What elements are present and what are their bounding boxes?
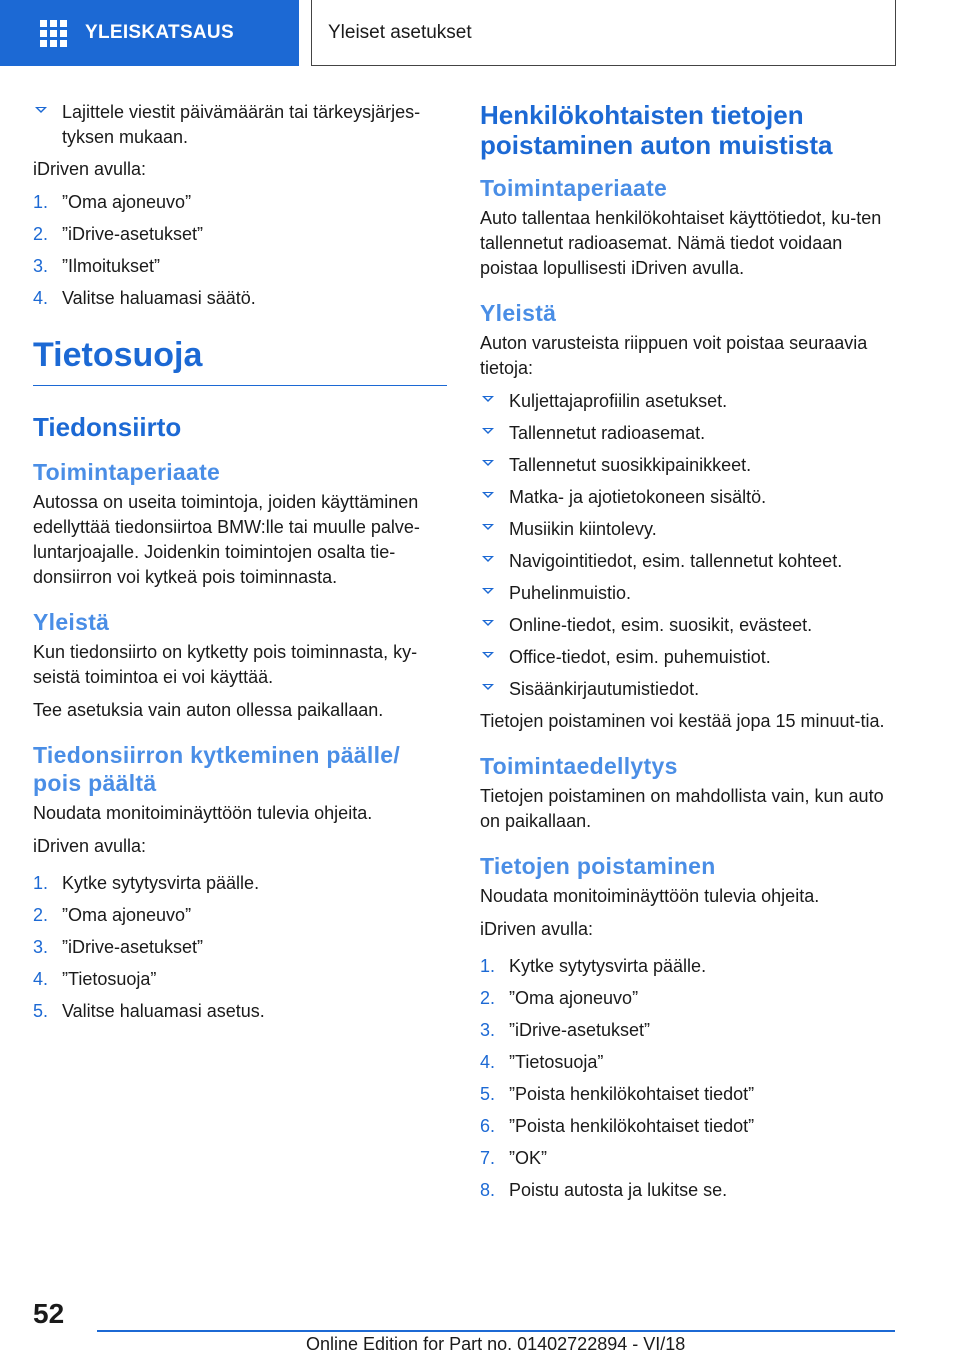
paragraph: Auton varusteista riippuen voit poistaa seuraavia tietoja: [480,333,868,378]
paragraph: Tee asetuksia vain auton ollessa paikallaan. [33,700,384,720]
step-item [33,222,447,247]
heading: Toimintaperiaate [33,459,221,485]
step-item [33,871,447,896]
page-number: 52 [33,1298,65,1329]
triangle-bullet-icon [482,396,494,402]
step-number: 7. [480,1148,496,1168]
list-item [480,645,900,670]
step-text: ”Tietosuoja” [62,969,157,989]
step-item [480,1018,900,1043]
left-column [33,100,447,1031]
triangle-bullet-icon [482,556,494,562]
paragraph: iDriven avulla: [33,159,147,179]
step-item [480,1082,900,1107]
step-list [480,954,900,1203]
subsection-title: Henkilökohtaisten tietojen poistaminen auton muistista [480,100,833,160]
page-header [0,0,960,66]
paragraph: Kun tiedonsiirto on kytketty pois toiminnasta, ky-seistä toimintoa ei voi käyttää. [33,642,418,687]
step-number: 3. [33,256,49,276]
paragraph: Noudata monitoiminäyttöön tulevia ohjeita. [480,886,820,906]
heading: Toimintaedellytys [480,753,678,779]
step-text: ”Poista henkilökohtaiset tiedot” [509,1116,755,1136]
paragraph: Tietojen poistaminen voi kestää jopa 15 minuut-tia. [480,711,885,731]
step-item [33,999,447,1024]
paragraph: iDriven avulla: [33,836,147,856]
list-item-text: Office-tiedot, esim. puhemuistiot. [509,647,771,667]
footer-divider [97,1330,895,1332]
grid-menu-icon [40,20,67,47]
step-text: Valitse haluamasi asetus. [62,1001,265,1021]
step-item [480,1050,900,1075]
step-text: ”Oma ajoneuvo” [62,192,192,212]
step-number: 1. [33,192,49,212]
list-item [480,549,900,574]
bullet-list [480,389,900,702]
step-number: 8. [480,1180,496,1200]
list-item [480,453,900,478]
heading: Yleistä [33,609,110,635]
step-number: 3. [33,937,49,957]
list-item-text: Puhelinmuistio. [509,583,632,603]
step-text: ”iDrive-asetukset” [62,937,204,957]
step-item [480,1178,900,1203]
step-text: ”Ilmoitukset” [62,256,161,276]
step-item [480,986,900,1011]
triangle-bullet-icon [482,524,494,530]
step-text: ”iDrive-asetukset” [62,224,204,244]
step-number: 2. [480,988,496,1008]
triangle-bullet-icon [482,588,494,594]
step-number: 5. [480,1084,496,1104]
step-item [33,967,447,992]
step-number: 4. [33,969,49,989]
step-text: ”Tietosuoja” [509,1052,604,1072]
overview-tab[interactable] [0,0,299,66]
step-text: ”iDrive-asetukset” [509,1020,651,1040]
list-item [480,517,900,542]
step-number: 5. [33,1001,49,1021]
step-text: Kytke sytytysvirta päälle. [62,873,260,893]
triangle-bullet-icon [35,107,47,113]
right-column [480,100,900,1210]
step-text: ”Oma ajoneuvo” [509,988,639,1008]
step-list [33,871,447,1024]
section-tab[interactable] [311,0,896,66]
subsection-title: Tiedonsiirto [33,412,182,442]
paragraph: Autossa on useita toimintoja, joiden käyttäminen edellyttää tiedonsiirtoa BMW:lle tai muulle palve-luntarjoajalle. Joidenkin toimintojen osalta tie-donsiirron voi kytkeä pois toiminnasta. [33,492,420,587]
step-number: 4. [33,288,49,308]
intro-bullet-list [33,100,447,150]
section-title: Tietosuoja [33,335,447,386]
step-list [33,190,447,311]
paragraph: Auto tallentaa henkilökohtaiset käyttötiedot, ku-ten tallennetut radioasemat. Nämä tiedot voidaan poistaa lopullisesti iDriven avulla. [480,208,882,278]
heading: Yleistä [480,300,557,326]
list-item-text: Tallennetut radioasemat. [509,423,706,443]
step-text: Kytke sytytysvirta päälle. [509,956,707,976]
list-item-text: Sisäänkirjautumistiedot. [509,679,700,699]
list-item [480,485,900,510]
heading: Tietojen poistaminen [480,853,716,879]
paragraph: iDriven avulla: [480,919,594,939]
step-text: Valitse haluamasi säätö. [62,288,256,308]
step-text: ”Oma ajoneuvo” [62,905,192,925]
paragraph: Tietojen poistaminen on mahdollista vain, kun auto on paikallaan. [480,786,884,831]
overview-tab-label: YLEISKATSAUS [85,22,234,43]
triangle-bullet-icon [482,460,494,466]
step-number: 6. [480,1116,496,1136]
heading: Tiedonsiirron kytkeminen päälle/ pois päältä [33,742,401,796]
list-item-text: Matka- ja ajotietokoneen sisältö. [509,487,767,507]
list-item-text: Navigointitiedot, esim. tallennetut kohteet. [509,551,843,571]
edition-note: Online Edition for Part no. 01402722894 - VI/18 [306,1334,686,1354]
list-item [480,389,900,414]
list-item-text: Musiikin kiintolevy. [509,519,657,539]
step-item [480,1114,900,1139]
step-number: 1. [33,873,49,893]
heading: Toimintaperiaate [480,175,668,201]
step-text: ”OK” [509,1148,547,1168]
list-item [480,677,900,702]
step-item [33,254,447,279]
list-item-text: Kuljettajaprofiilin asetukset. [509,391,728,411]
list-item-text: Online-tiedot, esim. suosikit, evästeet. [509,615,813,635]
step-item [33,903,447,928]
paragraph: Noudata monitoiminäyttöön tulevia ohjeita. [33,803,373,823]
step-item [33,190,447,215]
step-number: 4. [480,1052,496,1072]
list-item-text: Tallennetut suosikkipainikkeet. [509,455,752,475]
step-number: 2. [33,224,49,244]
triangle-bullet-icon [482,652,494,658]
step-text: Poistu autosta ja lukitse se. [509,1180,728,1200]
step-item [33,935,447,960]
section-tab-label: Yleiset asetukset [328,21,472,43]
list-item [480,581,900,606]
triangle-bullet-icon [482,620,494,626]
triangle-bullet-icon [482,492,494,498]
step-item [33,286,447,311]
step-item [480,954,900,979]
step-item [480,1146,900,1171]
triangle-bullet-icon [482,428,494,434]
triangle-bullet-icon [482,684,494,690]
step-text: ”Poista henkilökohtaiset tiedot” [509,1084,755,1104]
step-number: 2. [33,905,49,925]
step-number: 3. [480,1020,496,1040]
list-item: Lajittele viestit päivämäärän tai tärkeysjärjes-tyksen mukaan. [33,100,447,150]
step-number: 1. [480,956,496,976]
list-item [480,613,900,638]
list-item [480,421,900,446]
